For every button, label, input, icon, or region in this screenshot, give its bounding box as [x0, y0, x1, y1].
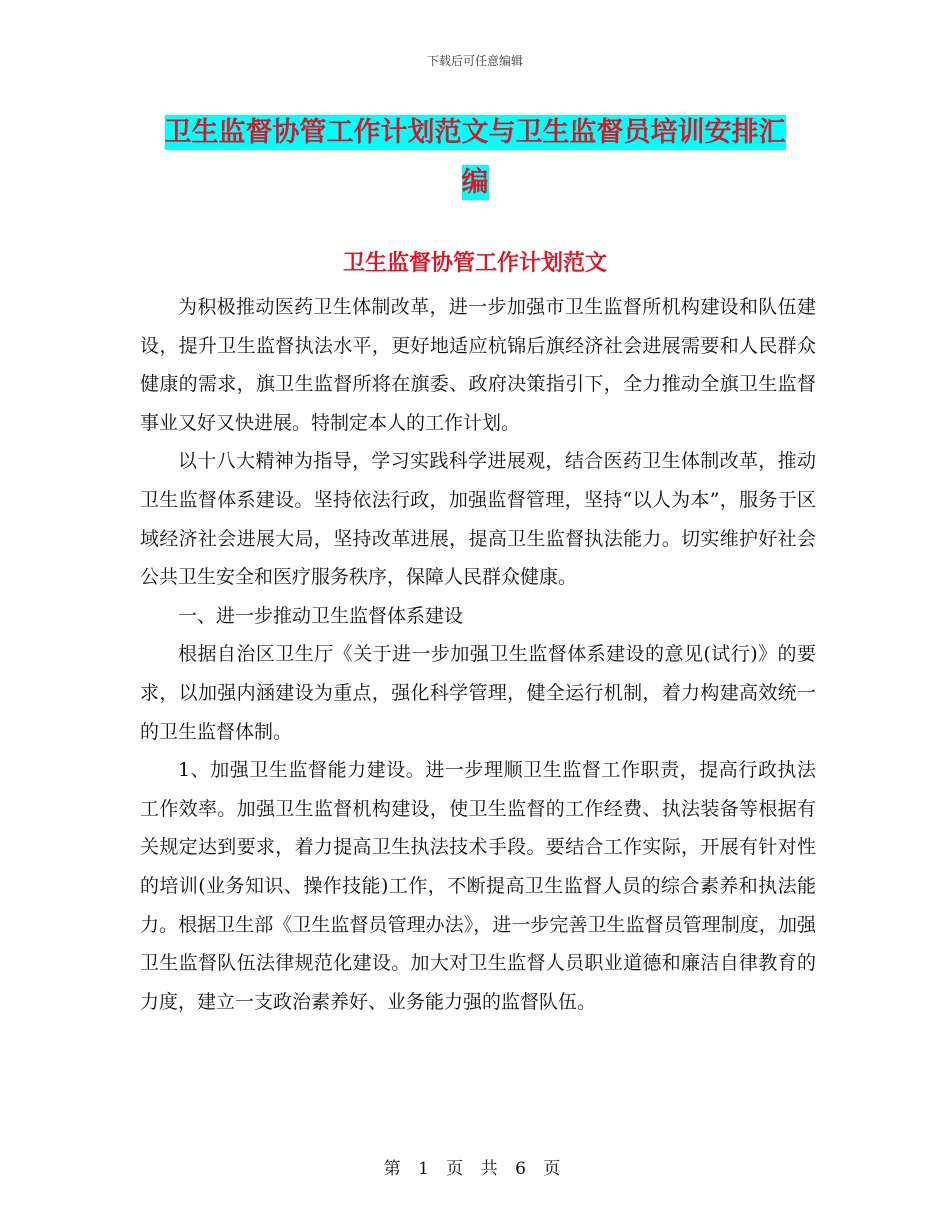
main-title — [0, 108, 950, 208]
main-title-line-2: 编 — [461, 167, 489, 198]
page-footer: 第 1 页 共 6 页 — [383, 1159, 567, 1179]
header-note: 下载后可任意编辑 — [426, 54, 523, 68]
paragraph-2: 以十八大精神为指导，学习实践科学进展观，结合医药卫生体制改革，推动卫生监督体系建设。坚持依法行政，加强监督管理，坚持“以人为本”，服务于区域经济社会进展大局，坚持改革进展，提高卫生监督执法能力。切实维护好社会公共卫生安全和医疗服务秩序，保障人民群众健康。 — [140, 450, 816, 589]
paragraph-1: 为积极推动医药卫生体制改革，进一步加强市卫生监督所机构建设和队伍建设，提升卫生监督执法水平，更好地适应杭锦后旗经济社会进展需要和人民群众健康的需求，旗卫生监督所将在旗委、政府决策指引下，全力推动全旗卫生监督事业又好又快进展。特制定本人的工作计划。 — [140, 296, 816, 434]
paragraph-3: 根据自治区卫生厅《关于进一步加强卫生监督体系建设的意见(试行)》的要求，以加强内涵建设为重点，强化科学管理，健全运行机制，着力构建高效统一的卫生监督体制。 — [140, 643, 816, 743]
main-title-line-1: 卫生监督协管工作计划范文与卫生监督员培训安排汇 — [164, 117, 786, 148]
document-body — [140, 288, 816, 1021]
paragraph-heading: 一、进一步推动卫生监督体系建设 — [178, 604, 464, 627]
section-title: 卫生监督协管工作计划范文 — [342, 250, 607, 276]
paragraph-4: 1、加强卫生监督能力建设。进一步理顺卫生监督工作职责，提高行政执法工作效率。加强卫生监督机构建设，使卫生监督的工作经费、执法装备等根据有关规定达到要求，着力提高卫生执法技术手段。要结合工作实际，开展有针对性的培训(业务知识、操作技能)工作，不断提高卫生监督人员的综合素养和执法能力。根据卫生部《卫生监督员管理办法》，进一步完善卫生监督员管理制度，加强卫生监督队伍法律规范化建设。加大对卫生监督人员职业道德和廉洁自律教育的力度，建立一支政治素养好、业务能力强的监督队伍。 — [140, 759, 816, 1013]
